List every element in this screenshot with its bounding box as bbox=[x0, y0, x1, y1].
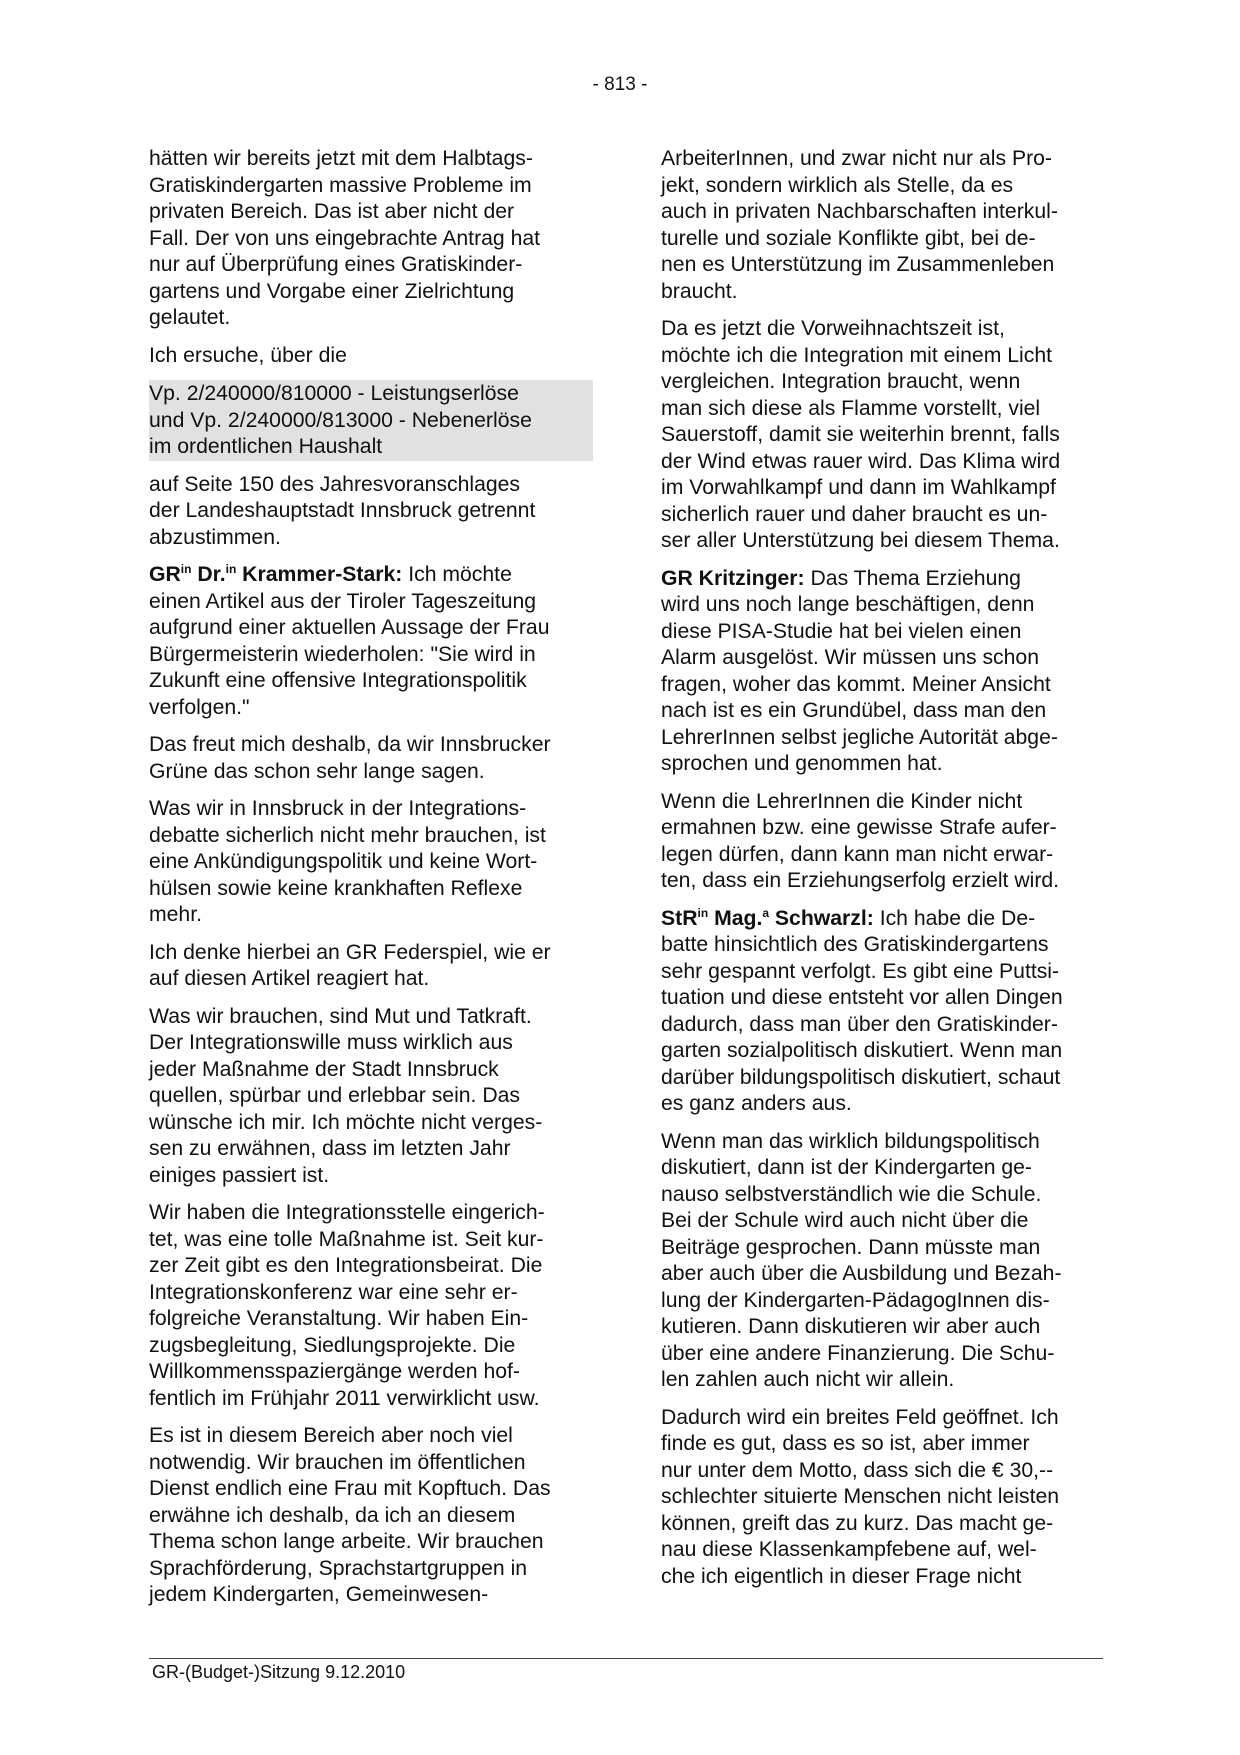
speaker-paragraph bbox=[149, 562, 599, 721]
speech-text: Ich habe die De- batte hinsichtlich des Gratiskindergartens sehr gespannt verfolgt. Es gibt eine Puttsi- tuation und diese entsteht vor allen Dingen dadurch, dass man über den Gratiskinder- garten sozialpolitisch diskutiert. Wenn man darüber bildungspolitisch diskutiert, schaut es ganz anders aus. bbox=[661, 906, 1063, 1115]
speaker-surname: Schwarzl: bbox=[774, 906, 874, 930]
paragraph: Ich ersuche, über die bbox=[149, 343, 347, 367]
left-column bbox=[149, 146, 599, 1620]
paragraph: Da es jetzt die Vorweihnachtszeit ist, möchte ich die Integration mit einem Licht vergleichen. Integration braucht, wenn man sich diese als Flamme vorstellt, viel Sauerstoff, damit sie weiterhin brennt, falls der Wind etwas rauer wird. Das Klima wird im Vorwahlkampf und dann im Wahlkampf sicherlich rauer und daher braucht es un- ser aller Unterstützung bei diesem Thema. bbox=[661, 317, 1061, 552]
speaker-title: StR bbox=[661, 906, 698, 930]
highlighted-budget-item: Vp. 2/240000/810000 - Leistungserlöse und Vp. 2/240000/813000 - Nebenerlöse im ordentlichen Haushalt bbox=[149, 380, 593, 461]
paragraph: ArbeiterInnen, und zwar nicht nur als Pro- jekt, sondern wirklich als Stelle, da es auch in privaten Nachbarschaften interkul- turelle und soziale Konflikte gibt, bei de- nen es Unterstützung im Zusammenleben braucht. bbox=[661, 147, 1058, 303]
paragraph: Wenn die LehrerInnen die Kinder nicht ermahnen bzw. eine gewisse Strafe aufer- legen dürfen, dann kann man nicht erwar- ten, dass ein Erziehungserfolg erzielt wird. bbox=[661, 789, 1060, 892]
speaker-title-suffix: a bbox=[762, 905, 770, 920]
paragraph: Was wir brauchen, sind Mut und Tatkraft. Der Integrationswille muss wirklich aus jeder Maßnahme der Stadt Innsbruck quellen, spürbar und erlebbar sein. Das wünsche ich mir. Ich möchte nicht verges- sen zu erwähnen, dass im letzten Jahr einiges passiert ist. bbox=[149, 1004, 543, 1187]
speaker-name bbox=[149, 563, 402, 586]
paragraph: hätten wir bereits jetzt mit dem Halbtags- Gratiskindergarten massive Probleme im privaten Bereich. Das ist aber nicht der Fall. Der von uns eingebrachte Antrag hat nur auf Überprüfung eines Gratiskinder- gartens und Vorgabe einer Zielrichtung gelautet. bbox=[149, 147, 541, 329]
paragraph: Was wir in Innsbruck in der Integrations- debatte sicherlich nicht mehr brauchen, ist eine Ankündigungspolitik und keine Wort- hülsen sowie keine krankhaften Reflexe mehr. bbox=[149, 797, 546, 926]
speech-text: Ich möchte einen Artikel aus der Tiroler Tageszeitung aufgrund einer aktuellen Aussage der Frau Bürgermeisterin wiederholen: "Sie wird in Zukunft eine offensive Integrationspolitik verfolgen." bbox=[149, 563, 550, 719]
speaker-name: GR Kritzinger: bbox=[661, 566, 805, 590]
paragraph: Wir haben die Integrationsstelle eingerich- tet, was eine tolle Maßnahme ist. Seit kur- zer Zeit gibt es den Integrationsbeirat. Die Integrationskonferenz war eine sehr er- folgreiche Veranstaltung. Wir haben Ein- zugsbegleitung, Siedlungsprojekte. Die Willkommensspaziergänge werden hof- fentlich im Frühjahr 2011 verwirklicht usw. bbox=[149, 1201, 545, 1410]
speaker-title-suffix: in bbox=[180, 562, 192, 576]
paragraph: Wenn man das wirklich bildungspolitisch diskutiert, dann ist der Kindergarten ge- nauso selbstverständlich wie die Schule. Bei der Schule wird auch nicht über die Beiträge gesprochen. Dann müsste man aber auch über die Ausbildung und Bezah- lung der Kindergarten-PädagogInnen dis- kutieren. Dann diskutieren wir aber auch über eine andere Finanzierung. Die Schu- len zahlen auch nicht wir allein. bbox=[661, 1129, 1062, 1391]
right-column bbox=[661, 146, 1111, 1601]
speaker-title: Mag. bbox=[714, 906, 763, 930]
paragraph: Es ist in diesem Bereich aber noch viel notwendig. Wir brauchen im öffentlichen Dienst endlich eine Frau mit Kopftuch. Das erwähne ich deshalb, da ich an diesem Thema schon lange arbeite. Wir brauchen Sprachförderung, Sprachstartgruppen in jedem Kindergarten, Gemeinwesen- bbox=[149, 1424, 551, 1606]
speaker-paragraph bbox=[661, 566, 1111, 778]
paragraph: Ich denke hierbei an GR Federspiel, wie er auf diesen Artikel reagiert hat. bbox=[149, 940, 551, 990]
speaker-title-suffix: in bbox=[225, 562, 237, 576]
paragraph: Das freut mich deshalb, da wir Innsbrucker Grüne das schon sehr lange sagen. bbox=[149, 733, 551, 783]
speaker-title: Dr. bbox=[197, 563, 226, 586]
page-number: - 813 - bbox=[592, 74, 648, 95]
speaker-name bbox=[661, 907, 874, 930]
speech-text: Das Thema Erziehung wird uns noch lange beschäftigen, denn diese PISA-Studie hat bei vielen einen Alarm ausgelöst. Wir müssen uns schon fragen, woher das kommt. Meiner Ansicht nach ist es ein Grundübel, dass man den LehrerInnen selbst jegliche Autorität abge- sprochen und genommen hat. bbox=[661, 566, 1058, 775]
speaker-title: GR bbox=[149, 563, 181, 586]
speaker-surname: Krammer-Stark: bbox=[242, 563, 403, 586]
speaker-title-suffix: in bbox=[697, 905, 709, 920]
footer-session-label: GR-(Budget-)Sitzung 9.12.2010 bbox=[152, 1662, 406, 1682]
paragraph: auf Seite 150 des Jahresvoranschlages der Landeshauptstadt Innsbruck getrennt abzustimmen. bbox=[149, 472, 536, 549]
speaker-paragraph bbox=[661, 906, 1111, 1118]
paragraph: Dadurch wird ein breites Feld geöffnet. Ich finde es gut, dass es so ist, aber immer nur unter dem Motto, dass sich die € 30,-- schlechter situierte Menschen nicht leisten können, greift das zu kurz. Das macht ge- nau diese Klassenkampfebene auf, wel- che ich eigentlich in dieser Frage nicht bbox=[661, 1405, 1060, 1588]
footer-divider bbox=[149, 1658, 1103, 1659]
